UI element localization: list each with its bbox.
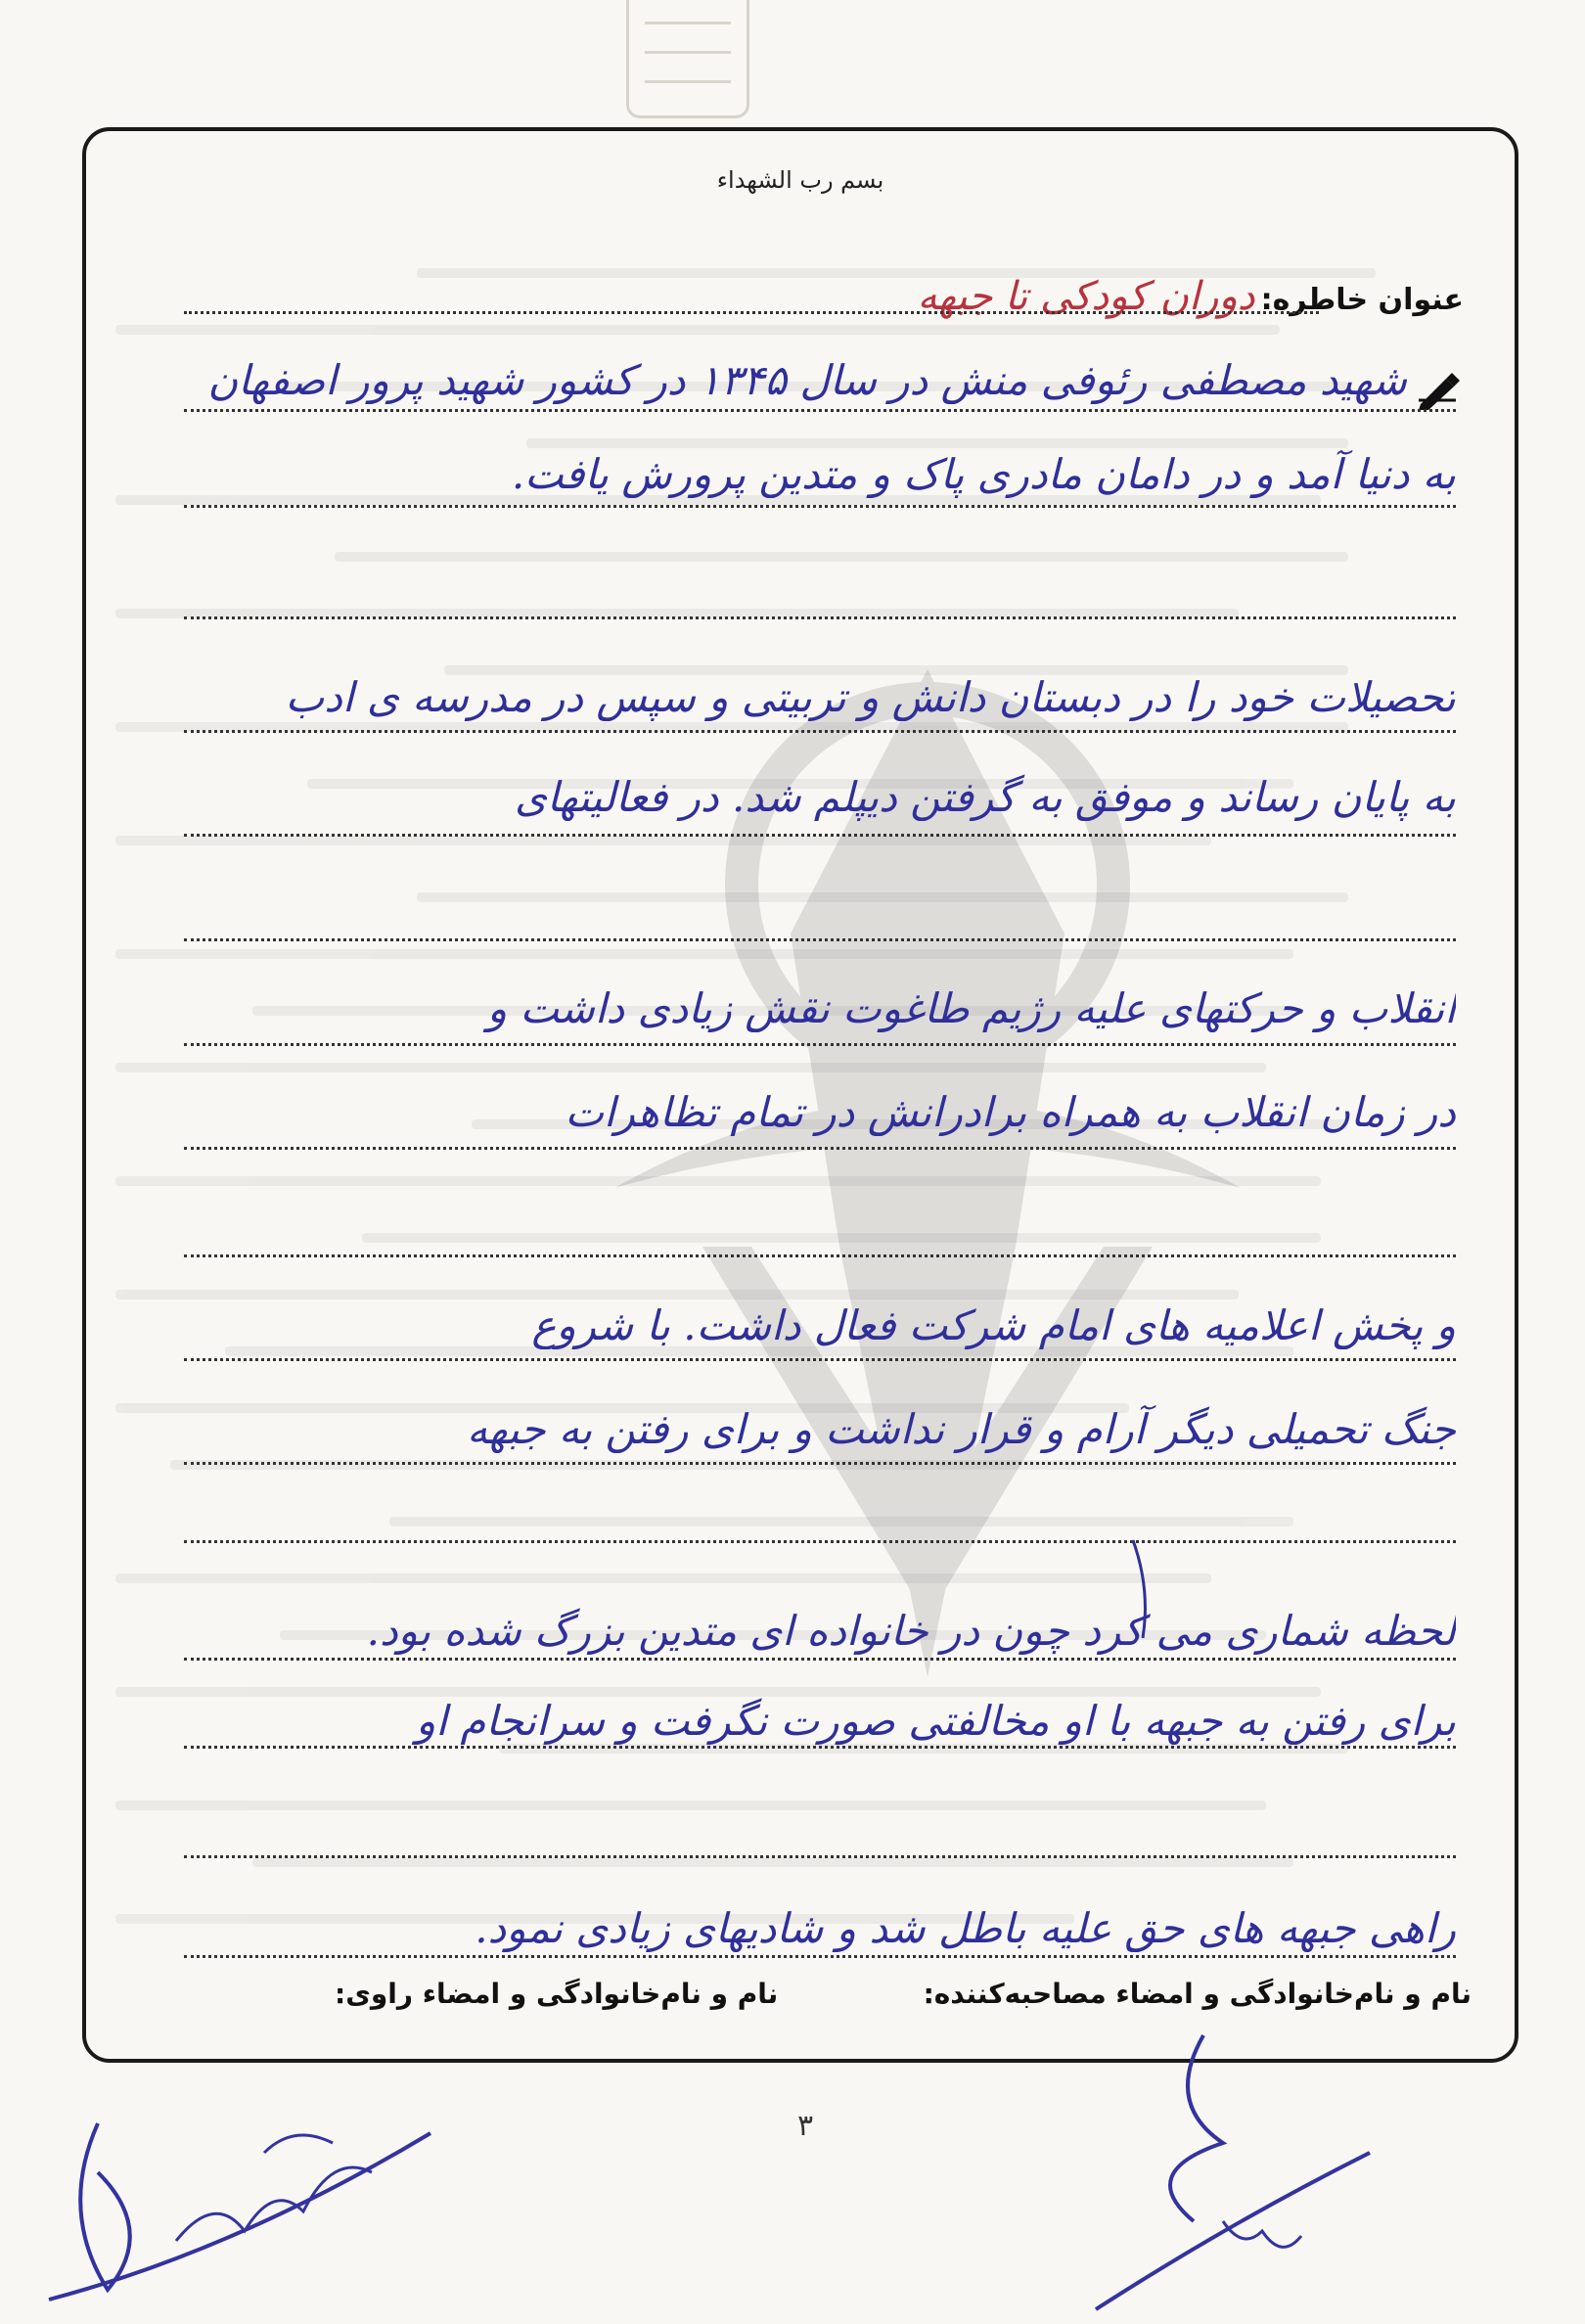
memory-title-value: دوران کودکی تا جبهه <box>917 274 1255 319</box>
narrative-line: برای رفتن به جبهه با او مخالفتی صورت نگرفت و سرانجام او <box>416 1697 1456 1745</box>
dotted-line <box>184 1658 1456 1661</box>
page-number: ۳ <box>797 2109 814 2143</box>
dotted-line <box>184 1358 1456 1361</box>
narrative-line: تحصیلات خود را در دبستان دانش و تربیتی و سپس در مدرسه ی ادب <box>285 673 1456 721</box>
pen-stroke <box>1123 1530 1162 1648</box>
dotted-line <box>184 1955 1456 1958</box>
memory-title-label: عنوان خاطره: <box>1260 283 1464 317</box>
dotted-line <box>184 1746 1456 1749</box>
dotted-line <box>184 730 1456 733</box>
dotted-line <box>184 616 1456 619</box>
dotted-line <box>184 505 1456 508</box>
narrative-line: به دنیا آمد و در دامان مادری پاک و متدین پرورش یافت. <box>511 450 1456 498</box>
dotted-line <box>184 834 1456 837</box>
narrative-line: لحظه شماری می کرد چون در خانواده ای متدین بزرگ شده بود. <box>366 1607 1456 1655</box>
narrative-line: انقلاب و حرکتهای علیه رژیم طاغوت نقش زیادی داشت و <box>486 984 1456 1032</box>
dotted-line <box>184 1855 1456 1858</box>
dotted-line <box>184 1147 1456 1150</box>
dotted-line <box>184 1462 1456 1465</box>
narrative-line: در زمان انقلاب به همراه برادرانش در تمام تظاهرات <box>565 1088 1456 1136</box>
form-frame <box>82 127 1518 2063</box>
pen-icon <box>1417 371 1462 410</box>
narrative-line: و پخش اعلامیه های امام شرکت فعال داشت. با شروع <box>531 1301 1456 1349</box>
narrative-line: شهید مصطفی رئوفی منش در سال ۱۳۴۵ در کشور شهید پرور اصفهان <box>207 356 1407 404</box>
interviewer-signature <box>1076 2026 1389 2319</box>
narrator-signature-label: نام و نام‌خانوادگی و امضاء راوی: <box>335 1978 779 2010</box>
dotted-line <box>184 409 1456 412</box>
dotted-line <box>184 1540 1456 1543</box>
dotted-line <box>184 938 1456 941</box>
page-header: بسم رب الشهداء <box>716 166 884 194</box>
interviewer-signature-label: نام و نام‌خانوادگی و امضاء مصاحبه‌کننده: <box>923 1978 1472 2010</box>
narrative-line: جنگ تحمیلی دیگر آرام و قرار نداشت و برای رفتن به جبهه <box>467 1405 1456 1453</box>
archive-stamp <box>626 0 749 118</box>
narrative-line: به پایان رساند و موفق به گرفتن دیپلم شد. در فعالیتهای <box>514 773 1456 821</box>
narrator-signature <box>39 2094 450 2319</box>
dotted-line <box>184 1254 1456 1257</box>
dotted-line <box>184 1043 1456 1046</box>
title-dotted-line <box>184 311 1319 314</box>
narrative-line: راهی جبهه های حق علیه باطل شد و شادیهای زیادی نمود. <box>475 1904 1456 1952</box>
